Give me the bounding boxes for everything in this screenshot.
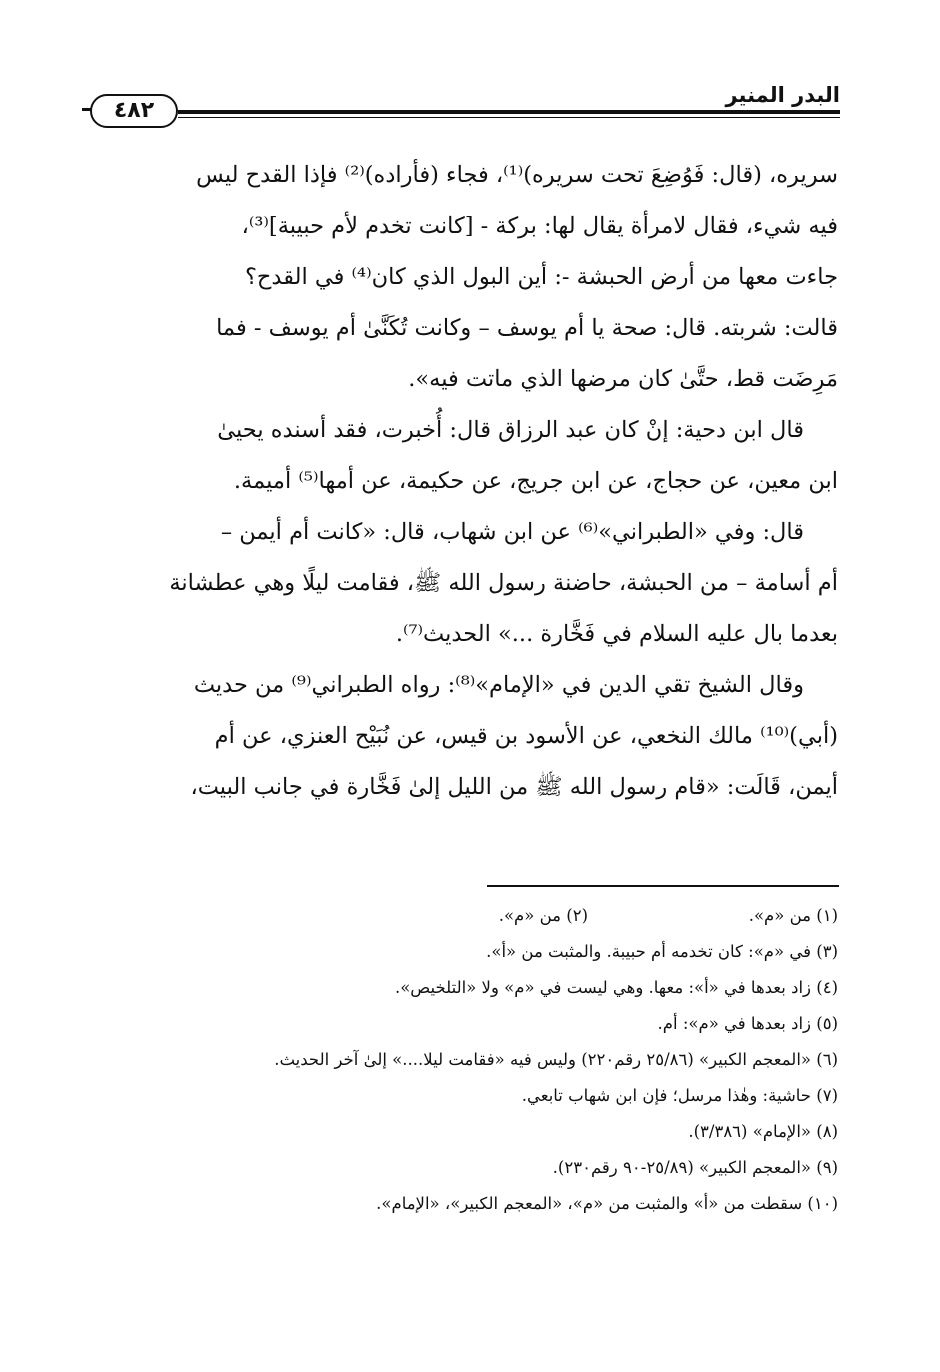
body-line: فيه شيء، فقال لامرأة يقال لها: بركة - [كانت تخدم لأم حبيبة]⁽³⁾، xyxy=(241,213,838,239)
main-text xyxy=(96,150,838,813)
body-line: قال: وفي «الطبراني»⁽⁶⁾ عن ابن شهاب، قال: «كانت أم أيمن – xyxy=(220,519,804,545)
footnote-item: (٣) في «م»: كان تخدمه أم حبيبة. والمثبت من «أ». xyxy=(486,942,838,961)
body-line: أيمن، قَالَت: «قام رسول الله ﷺ من الليل إلىٰ فَخَّارة في جانب البيت، xyxy=(190,774,838,800)
body-line: مَرِضَت قط، حتَّىٰ كان مرضها الذي ماتت فيه». xyxy=(408,366,838,392)
page-number: ٤٨٢ xyxy=(90,94,178,128)
body-line: وقال الشيخ تقي الدين في «الإمام»⁽⁸⁾: رواه الطبراني⁽⁹⁾ من حديث xyxy=(193,672,804,698)
footnote-item: (٩) «المعجم الكبير» (٢٥/٨٩-٩٠ رقم٢٣٠). xyxy=(552,1158,838,1177)
body-line: قال ابن دحية: إنْ كان عبد الرزاق قال: أُخبرت، فقد أسنده يحيىٰ xyxy=(217,417,804,443)
body-line: سريره، (قال: فَوُضِعَ تحت سريره)⁽¹⁾، فجاء (فأراده)⁽²⁾ فإذا القدح ليس xyxy=(196,162,838,188)
footnote-item: (١) من «م». xyxy=(748,906,838,925)
running-title: البدر المنير xyxy=(725,83,840,107)
body-line: جاءت معها من أرض الحبشة -: أين البول الذي كان⁽⁴⁾ في القدح؟ xyxy=(244,264,838,290)
footnote-item: (٨) «الإمام» (٣/٣٨٦). xyxy=(688,1122,838,1141)
footnote-separator xyxy=(487,885,839,887)
footnote-item: (٧) حاشية: وهٰذا مرسل؛ فإن ابن شهاب تابعي. xyxy=(521,1086,838,1105)
footnote-item: (٤) زاد بعدها في «أ»: معها. وهي ليست في «م» ولا «التلخيص». xyxy=(394,978,838,997)
page-header xyxy=(90,78,840,126)
footnote-row xyxy=(92,898,838,934)
body-line: (أبي)⁽¹⁰⁾ مالك النخعي، عن الأسود بن قيس، عن نُبَيْح العنزي، عن أم xyxy=(214,723,838,749)
body-line: بعدما بال عليه السلام في فَخَّارة ...» الحديث⁽⁷⁾. xyxy=(395,621,838,647)
footnote-item: (٥) زاد بعدها في «م»: أم. xyxy=(657,1014,838,1033)
footnote-item: (٦) «المعجم الكبير» (٢٥/٨٦ رقم٢٢٠) وليس فيه «فقامت ليلا....» إلىٰ آخر الحديث. xyxy=(274,1050,838,1069)
header-rule xyxy=(178,110,840,114)
footnotes xyxy=(92,898,838,1222)
footnote-item: (٢) من «م». xyxy=(498,906,588,925)
header-rule-thin xyxy=(178,117,840,118)
body-line: قالت: شربته. قال: صحة يا أم يوسف – وكانت تُكَنَّىٰ أم يوسف - فما xyxy=(216,315,838,341)
body-line: أم أسامة – من الحبشة، حاضنة رسول الله ﷺ، فقامت ليلًا وهي عطشانة xyxy=(169,570,838,596)
footnote-item: (١٠) سقطت من «أ» والمثبت من «م»، «المعجم الكبير»، «الإمام». xyxy=(376,1194,838,1213)
body-line: ابن معين، عن حجاج، عن ابن جريج، عن حكيمة، عن أمها⁽⁵⁾ أميمة. xyxy=(233,468,838,494)
